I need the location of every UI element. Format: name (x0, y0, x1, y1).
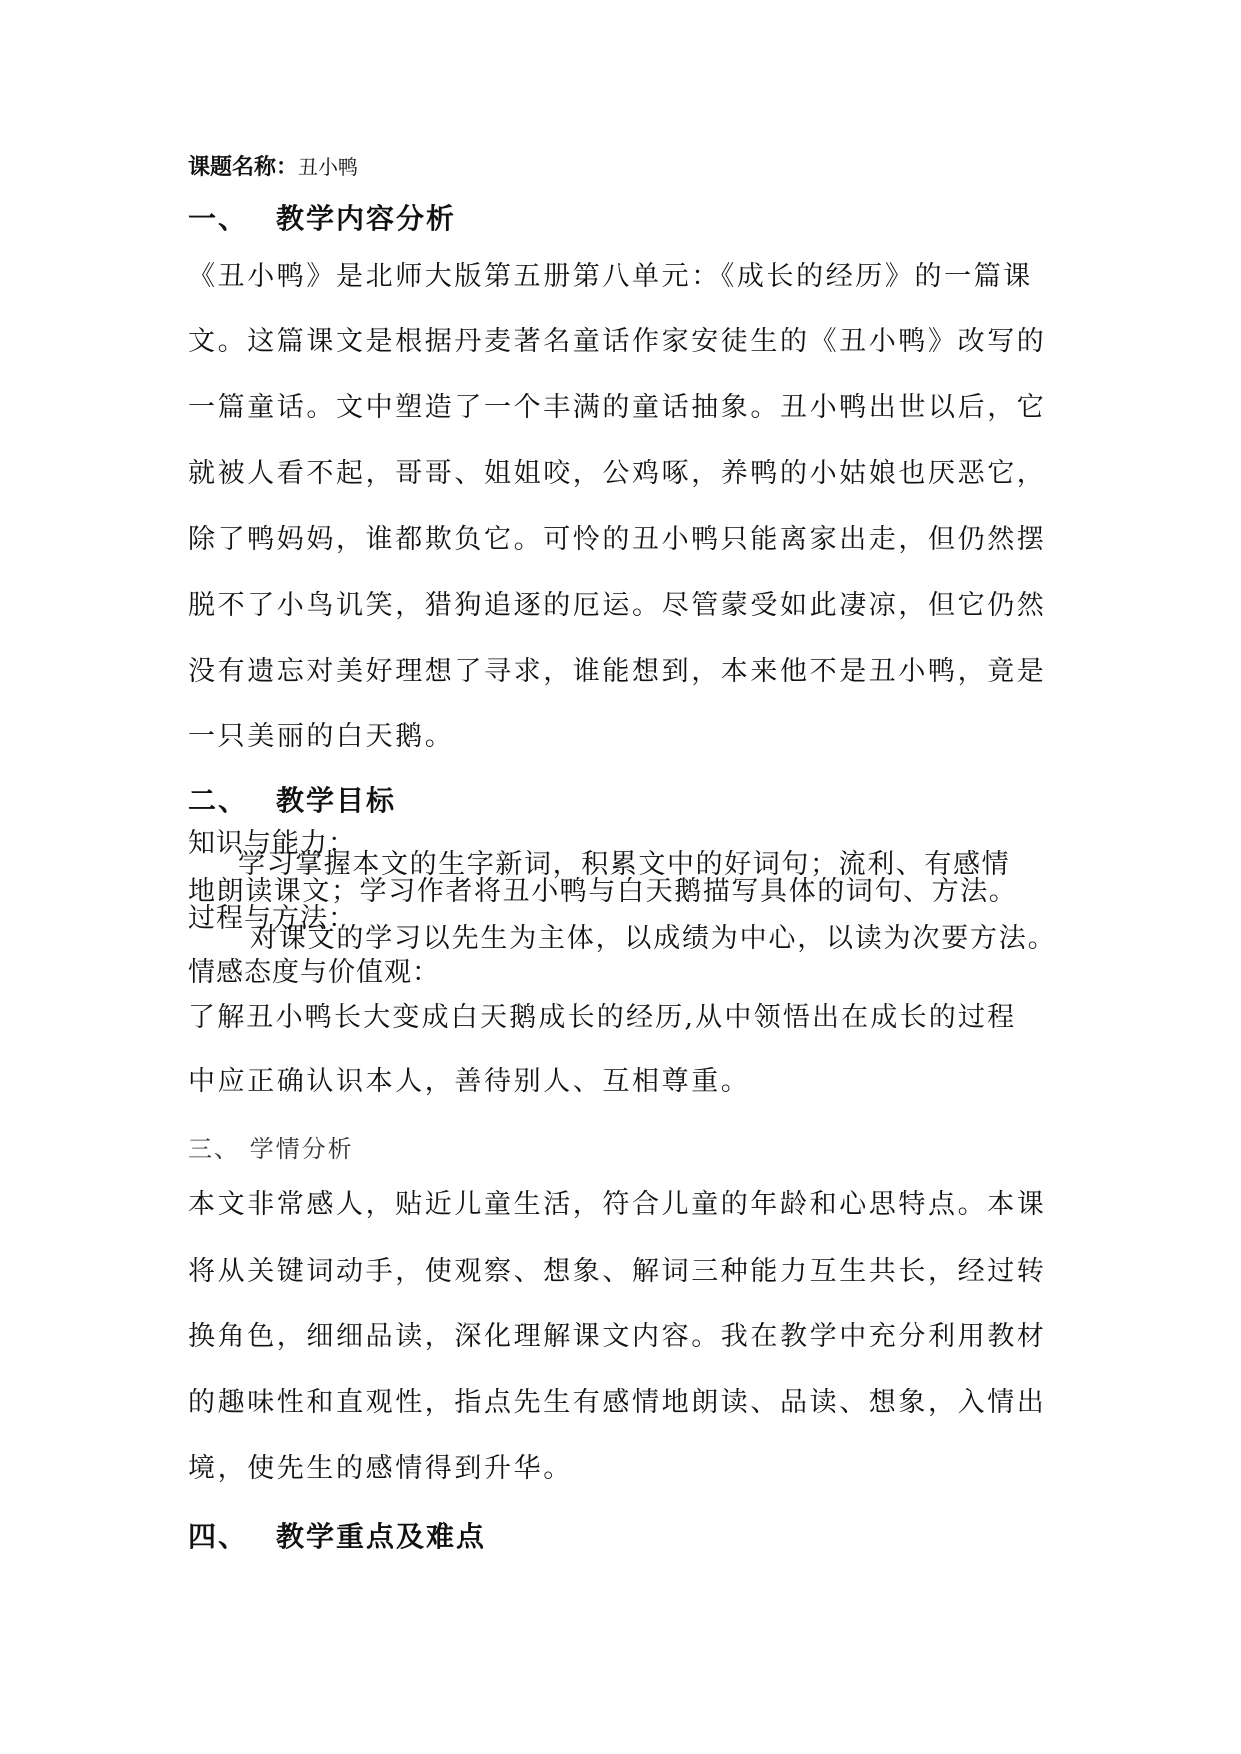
section-1-line: 没有遗忘对美好理想了寻求，谁能想到，本来他不是丑小鸭，竟是 (188, 656, 1047, 687)
section-4-title: 教学重点及难点 (276, 1520, 487, 1553)
course-title (188, 150, 358, 181)
section-1-number: 一、 (188, 202, 249, 235)
section-1-line: 一只美丽的白天鹅。 (188, 721, 455, 752)
course-title-label: 课题名称： (188, 155, 299, 180)
section-2-title: 教学目标 (276, 784, 397, 817)
section-3-line: 境，使先生的感情得到升华。 (188, 1453, 573, 1484)
section-2-number: 二、 (188, 784, 249, 817)
section-1-line: 脱不了小鸟讥笑，猎狗追逐的厄运。尽管蒙受如此凄凉，但它仍然 (188, 590, 1047, 621)
section-3-heading: 三、 学情分析 (188, 1135, 354, 1163)
section-1-line: 就被人看不起，哥哥、姐姐咬，公鸡啄，养鸭的小姑娘也厌恶它， (188, 458, 1047, 489)
section-4-heading (188, 1515, 486, 1555)
course-title-value: 丑小鸭 (298, 155, 359, 179)
section-1-heading (188, 197, 456, 237)
knowledge-label: 知识与能力： (188, 828, 356, 859)
section-1-title: 教学内容分析 (276, 202, 457, 235)
process-line: 对课文的学习以先生为主体，以成绩为中心，以读为次要方法。 (250, 923, 1057, 954)
section-4-number: 四、 (188, 1520, 249, 1553)
process-label: 过程与方法： (188, 903, 356, 934)
section-1-line: 一篇童话。文中塑造了一个丰满的童话抽象。丑小鸭出世以后，它 (188, 392, 1047, 423)
knowledge-line: 学习掌握本文的生字新词，积累文中的好词句；流利、有感情 (238, 849, 1011, 880)
section-1-line: 文。这篇课文是根据丹麦著名童话作家安徒生的《丑小鸭》改写的 (188, 326, 1047, 357)
section-2-heading (188, 779, 396, 819)
emotion-label: 情感态度与价值观： (188, 957, 440, 988)
section-3-line: 本文非常感人，贴近儿童生活，符合儿童的年龄和心思特点。本课 (188, 1189, 1047, 1220)
section-3-line: 的趣味性和直观性，指点先生有感情地朗读、品读、想象，入情出 (188, 1387, 1047, 1418)
section-1-line: 除了鸭妈妈，谁都欺负它。可怜的丑小鸭只能离家出走，但仍然摆 (188, 524, 1047, 555)
section-3-line: 换角色，细细品读，深化理解课文内容。我在教学中充分利用教材 (188, 1321, 1047, 1352)
emotion-line: 中应正确认识本人，善待别人、互相尊重。 (188, 1066, 751, 1097)
section-1-line: 《丑小鸭》是北师大版第五册第八单元：《成长的经历》的一篇课 (188, 261, 1033, 292)
knowledge-line: 地朗读课文；学习作者将丑小鸭与白天鹅描写具体的词句、方法。 (188, 876, 1018, 907)
section-3-line: 将从关键词动手，使观察、想象、解词三种能力互生共长，经过转 (188, 1256, 1047, 1287)
emotion-line: 了解丑小鸭长大变成白天鹅成长的经历,从中领悟出在成长的过程 (188, 1002, 1017, 1033)
